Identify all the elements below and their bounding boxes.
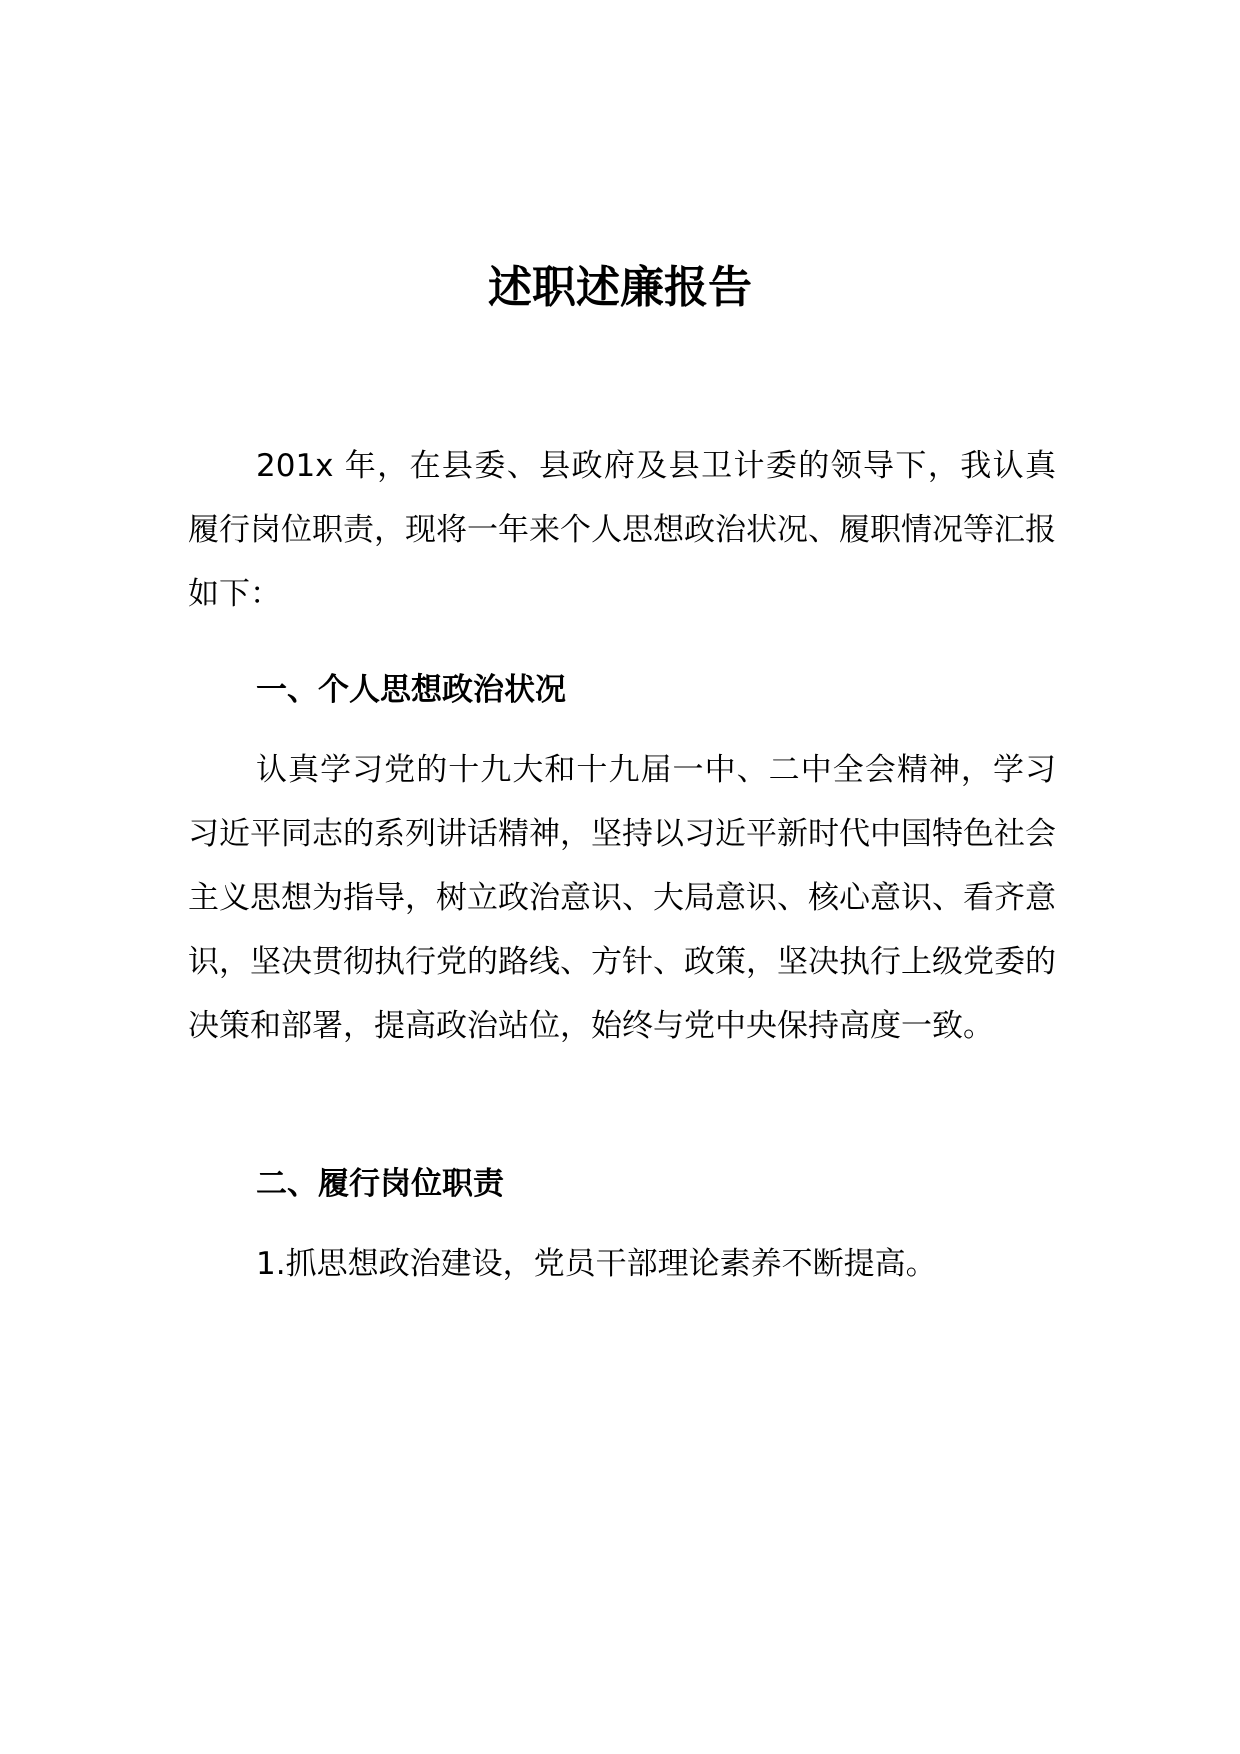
intro-paragraph-block [188,434,1056,626]
section-2-body [188,1232,1056,1296]
section-paragraph: 认真学习党的十九大和十九届一中、二中全会精神，学习习近平同志的系列讲话精神，坚持以习近平新时代中国特色社会主义思想为指导，树立政治意识、大局意识、核心意识、看齐意识，坚决贯彻执行党的路线、方针、政策，坚决执行上级党委的决策和部署，提高政治站位，始终与党中央保持高度一致。 [188,752,1056,1044]
section-heading: 一、个人思想政治状况 [256,672,566,708]
section-1-heading-block [188,658,1056,722]
document-title: 述职述廉报告 [488,262,752,313]
section-1-body [188,738,1056,1058]
section-2-heading-block [188,1152,1056,1216]
section-paragraph: 1.抓思想政治建设，党员干部理论素养不断提高。 [256,1246,937,1282]
intro-paragraph: 201x 年，在县委、县政府及县卫计委的领导下，我认真履行岗位职责，现将一年来个人思想政治状况、履职情况等汇报如下： [188,448,1056,612]
section-heading: 二、履行岗位职责 [256,1166,504,1202]
